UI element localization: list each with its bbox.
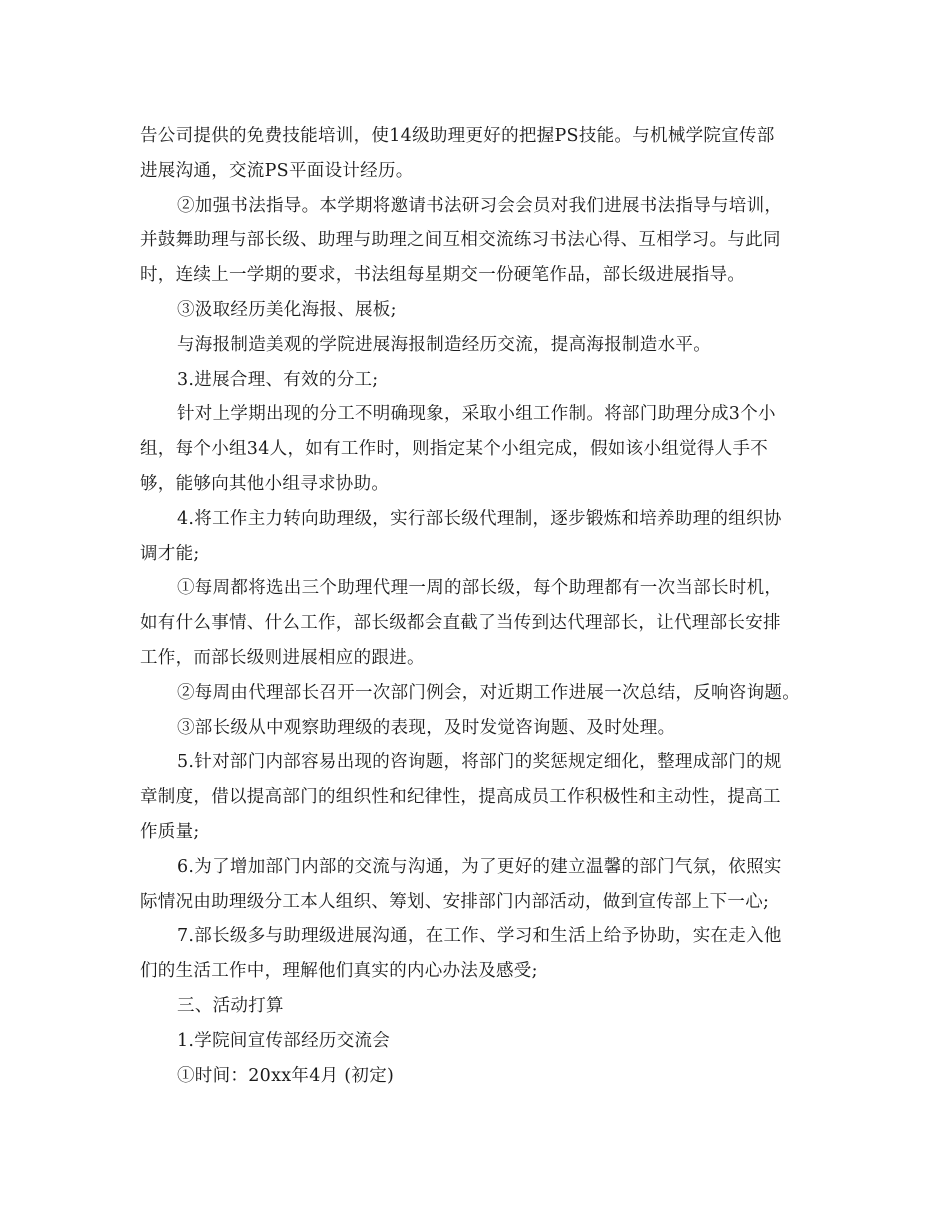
text-line: 作质量; [140, 821, 200, 842]
text-line: ②加强书法指导。本学期将邀请书法研习会会员对我们进展书法指导与培训， [177, 195, 783, 216]
text-line: 3.进展合理、有效的分工; [177, 369, 379, 390]
text-line: 1.学院间宣传部经历交流会 [177, 1030, 391, 1051]
text-line: 与海报制造美观的学院进展海报制造经历交流，提高海报制造水平。 [177, 334, 711, 355]
text-line: 调才能; [140, 543, 200, 564]
text-line: 4.将工作主力转向助理级，实行部长级代理制，逐步锻炼和培养助理的组织协 [177, 508, 782, 529]
text-line: 5.针对部门内部容易出现的咨询题，将部门的奖惩规定细化，整理成部门的规 [177, 752, 782, 773]
text-line: 够，能够向其他小组寻求协助。 [140, 473, 390, 494]
text-line: 三、活动打算 [177, 995, 284, 1016]
text-line: 组，每个小组34人，如有工作时，则指定某个小组完成，假如该小组觉得人手不 [140, 439, 769, 460]
text-line: 6.为了增加部门内部的交流与沟通，为了更好的建立温馨的部门气氛，依照实 [177, 856, 782, 877]
text-line: 际情况由助理级分工本人组织、筹划、安排部门内部活动，做到宣传部上下一心; [140, 891, 770, 912]
document-body [140, 119, 830, 1093]
text-line: 7.部长级多与助理级进展沟通，在工作、学习和生活上给予协助，实在走入他 [177, 926, 782, 947]
text-line: ③汲取经历美化海报、展板; [177, 299, 397, 320]
text-line: ③部长级从中观察助理级的表现，及时发觉咨询题、及时处理。 [177, 717, 676, 738]
text-line: 针对上学期出现的分工不明确现象，采取小组工作制。将部门助理分成3个小 [177, 404, 776, 425]
text-line: 时，连续上一学期的要求，书法组每星期交一份硬笔作品，部长级进展指导。 [140, 265, 746, 286]
text-line: ②每周由代理部长召开一次部门例会，对近期工作进展一次总结，反响咨询题。 [177, 682, 800, 703]
text-line: 们的生活工作中，理解他们真实的内心办法及感受; [140, 961, 538, 982]
text-line: 并鼓舞助理与部长级、助理与助理之间互相交流练习书法心得、互相学习。与此同 [140, 230, 781, 251]
text-line: 章制度，借以提高部门的组织性和纪律性，提高成员工作积极性和主动性，提高工 [140, 787, 781, 808]
text-line: 告公司提供的免费技能培训，使14级助理更好的把握PS技能。与机械学院宣传部 [140, 126, 775, 146]
text-line: ①每周都将选出三个助理代理一周的部长级，每个助理都有一次当部长时机， [177, 578, 783, 599]
text-line: ①时间：20xx年4月 (初定) [177, 1065, 395, 1086]
text-line: 进展沟通，交流PS平面设计经历。 [140, 160, 414, 181]
text-line: 如有什么事情、什么工作，部长级都会直截了当传到达代理部长，让代理部长安排 [140, 613, 781, 634]
text-line: 工作，而部长级则进展相应的跟进。 [140, 647, 425, 668]
